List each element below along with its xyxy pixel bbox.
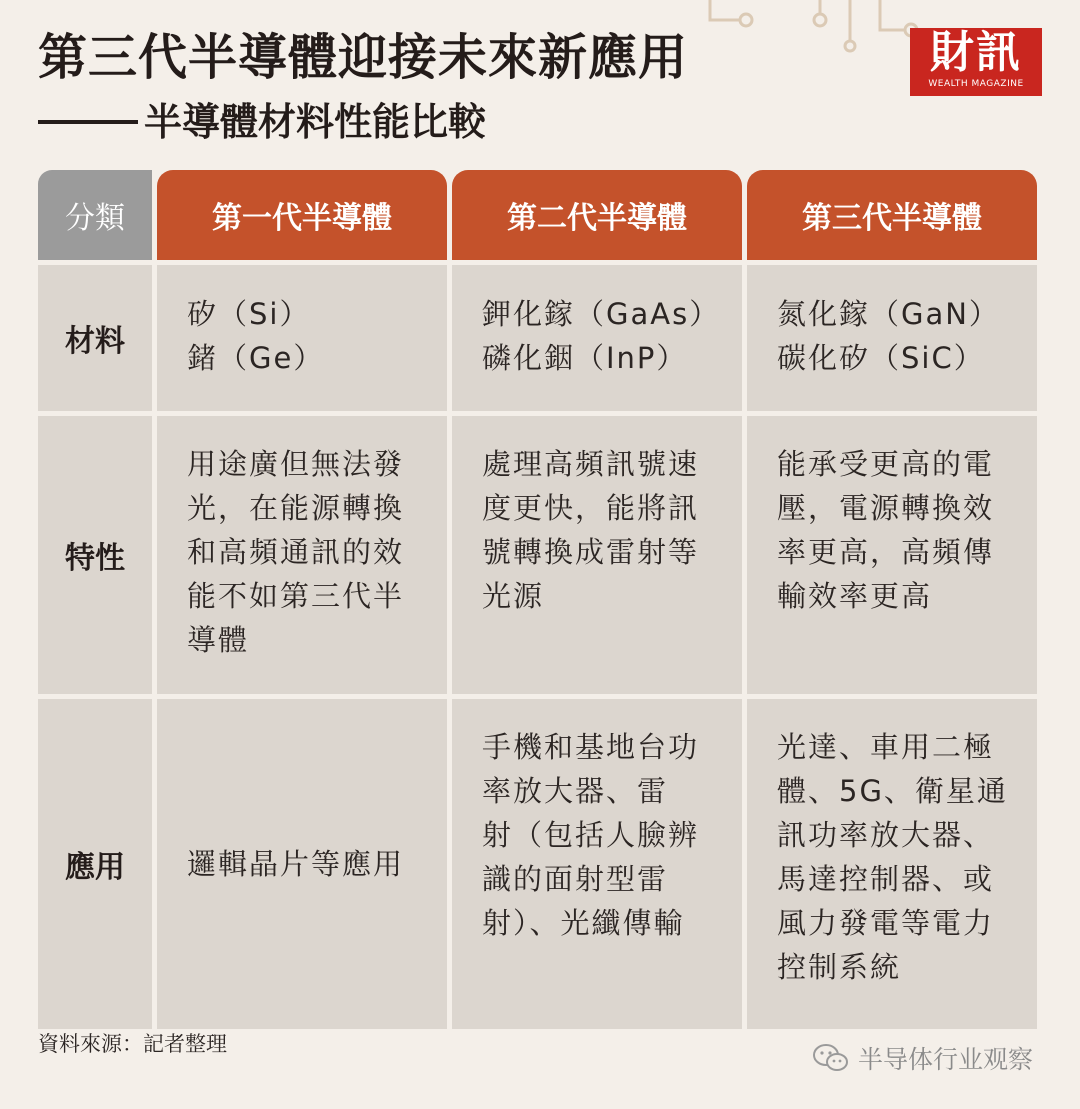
text-line: 導體 — [187, 623, 250, 657]
text-line: 矽（Si） — [187, 297, 311, 331]
cell-material-gen2 — [452, 265, 742, 411]
page-subtitle: 半導體材料性能比較 — [144, 100, 487, 144]
row-label-application: 應用 — [38, 699, 152, 1029]
wealth-magazine-logo — [910, 28, 1042, 96]
text-line: 率放大器、雷 — [482, 774, 669, 808]
text-line: 用途廣但無法發 — [187, 447, 405, 481]
text-line: 體、5G、衛星通 — [777, 774, 1008, 808]
row-label-property: 特性 — [38, 416, 152, 694]
text-line: 輸效率更高 — [777, 579, 933, 613]
cell-application-gen3 — [747, 699, 1037, 1029]
cell-application-gen2 — [452, 699, 742, 1029]
logo-text-en: WEALTH MAGAZINE — [928, 79, 1024, 89]
watermark-text: 半导体行业观察 — [858, 1045, 1034, 1074]
header-category: 分類 — [38, 170, 152, 260]
text-line: 識的面射型雷 — [482, 862, 669, 896]
text-line: 風力發電等電力 — [777, 906, 995, 940]
circuit-decoration — [700, 0, 930, 60]
source-note: 資料來源：記者整理 — [38, 1032, 227, 1056]
text-line: 壓，電源轉換效 — [777, 491, 995, 525]
text-line: 碳化矽（SiC） — [777, 341, 985, 375]
cell-material-gen1 — [157, 265, 447, 411]
text-line: 馬達控制器、或 — [777, 862, 995, 896]
wechat-icon — [812, 1043, 850, 1073]
text-line: 訊功率放大器、 — [777, 818, 995, 852]
text-line: 光達、車用二極 — [777, 730, 995, 764]
header-gen1: 第一代半導體 — [157, 170, 447, 260]
text-line: 號轉換成雷射等 — [482, 535, 700, 569]
cell-material-gen3 — [747, 265, 1037, 411]
text-line: 氮化鎵（GaN） — [777, 297, 1000, 331]
text-line: 磷化銦（InP） — [482, 341, 688, 375]
page-title: 第三代半導體迎接未來新應用 — [38, 29, 689, 86]
header-gen3: 第三代半導體 — [747, 170, 1037, 260]
title-block — [38, 26, 688, 148]
text-line: 鍺（Ge） — [187, 341, 325, 375]
logo-text-cn: 財訊 — [930, 27, 1022, 78]
text-line: 射）、光纖傳輸 — [482, 906, 685, 940]
text-line: 能不如第三代半 — [187, 579, 405, 613]
page-subtitle-row — [38, 96, 688, 148]
cell-property-gen1 — [157, 416, 447, 694]
cell-property-gen3 — [747, 416, 1037, 694]
cell-application-gen1 — [157, 699, 447, 1029]
watermark — [812, 1040, 1033, 1076]
text-line: 邏輯晶片等應用 — [187, 847, 405, 881]
text-line: 光源 — [482, 579, 545, 613]
text-line: 鉀化鎵（GaAs） — [482, 297, 721, 331]
text-line: 手機和基地台功 — [482, 730, 700, 764]
subtitle-dash — [38, 120, 138, 124]
text-line: 控制系統 — [777, 950, 902, 984]
text-line: 處理高頻訊號速 — [482, 447, 700, 481]
text-line: 率更高，高頻傳 — [777, 535, 995, 569]
row-label-material: 材料 — [38, 265, 152, 411]
text-line: 和高頻通訊的效 — [187, 535, 405, 569]
comparison-table — [38, 170, 1038, 1029]
text-line: 能承受更高的電 — [777, 447, 995, 481]
cell-property-gen2 — [452, 416, 742, 694]
text-line: 射（包括人臉辨 — [482, 818, 700, 852]
text-line: 光，在能源轉換 — [187, 491, 405, 525]
text-line: 度更快，能將訊 — [482, 491, 700, 525]
header-gen2: 第二代半導體 — [452, 170, 742, 260]
